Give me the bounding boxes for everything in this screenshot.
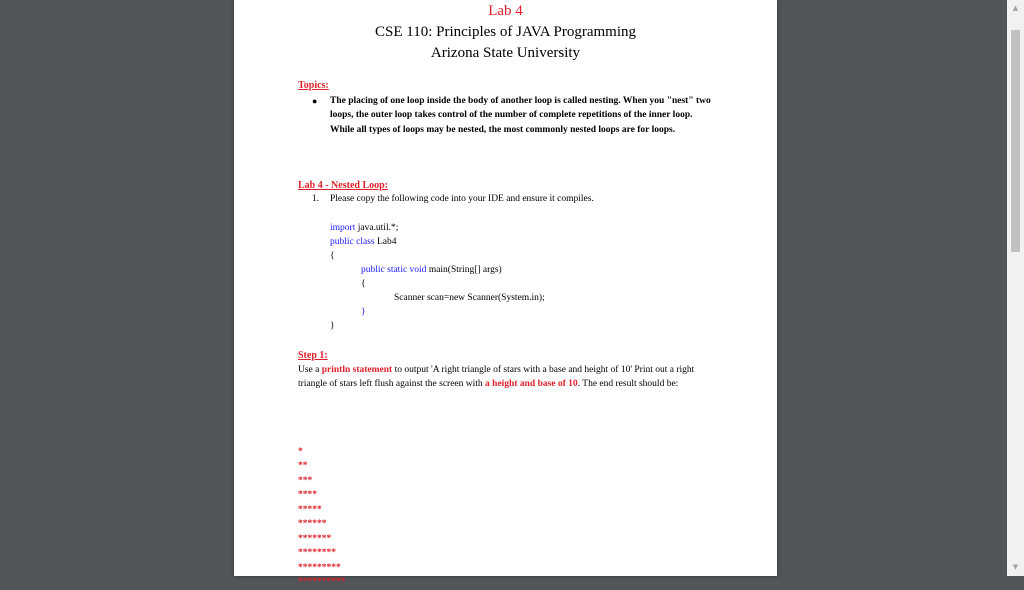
code-text: Lab4 [374, 237, 397, 247]
star-row: ********** [298, 577, 346, 587]
star-row: ******* [298, 533, 332, 544]
star-triangle [298, 430, 346, 590]
vertical-scrollbar[interactable] [1007, 0, 1024, 576]
university-title: Arizona State University [430, 45, 581, 61]
step-highlight-height-base: a height and base of 10 [485, 379, 578, 389]
star-row: ****** [298, 519, 327, 529]
code-line-scanner: Scanner scan=new Scanner(System.in); [394, 293, 545, 303]
code-text: java.util.*; [355, 223, 399, 233]
code-line-open-brace-2: { [361, 279, 366, 289]
scrollbar-thumb[interactable] [1011, 30, 1020, 252]
document-page [234, 0, 777, 587]
step-1-paragraph [298, 363, 718, 391]
code-keyword: public class [330, 237, 375, 247]
step-text-part: Use a [298, 365, 322, 375]
nested-loop-heading: Lab 4 - Nested Loop: [298, 180, 389, 191]
star-row: ***** [298, 504, 322, 515]
code-line-class [330, 237, 397, 247]
code-line-main [361, 265, 502, 275]
list-item-text: Please copy the following code into your IDE and ensure it compiles. [330, 194, 594, 204]
step-highlight-println: println statement [321, 365, 393, 375]
star-row: * [298, 446, 303, 457]
code-line-close-brace-1: } [330, 321, 335, 331]
scroll-down-icon[interactable]: ▼ [1012, 563, 1019, 571]
code-text: main(String[] args) [426, 265, 502, 275]
star-row: ******** [298, 548, 336, 558]
code-line-import [330, 223, 398, 233]
star-row: *** [298, 475, 313, 486]
step-text-part: to output 'A right triangle of stars with a base and height of 10' Print out a right triangle of stars left flush against the screen with [298, 365, 695, 389]
bullet-icon: ● [312, 96, 318, 106]
list-item-number: 1. [312, 194, 320, 204]
lab-title: Lab 4 [488, 3, 523, 19]
topics-heading: Topics: [298, 80, 329, 91]
step-text-part: . The end result should be: [577, 379, 679, 389]
scroll-up-icon[interactable]: ▲ [1012, 4, 1019, 12]
code-line-open-brace-1: { [330, 251, 335, 261]
code-keyword: public static void [361, 265, 427, 275]
star-row: **** [298, 490, 317, 500]
code-keyword: import [330, 223, 356, 233]
course-title: CSE 110: Principles of JAVA Programming [375, 24, 636, 40]
star-row: ********* [298, 562, 341, 573]
code-line-close-brace-2: } [361, 307, 366, 317]
topics-paragraph: The placing of one loop inside the body of another loop is called nesting. When you "nest" two loops, the outer loop takes control of the number of complete repetitions of the inner loop. While all types of loops may be nested, the most commonly nested loops are for loops. [330, 96, 711, 135]
star-row: ** [298, 461, 308, 471]
step-1-heading: Step 1: [298, 350, 328, 361]
